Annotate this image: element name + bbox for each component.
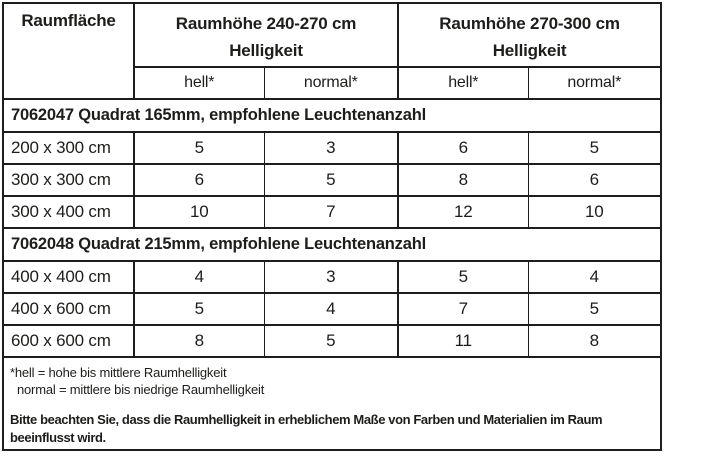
- group1-subtitle: Helligkeit: [229, 41, 303, 60]
- subheader-hell-group2: hell*: [398, 67, 528, 99]
- column-group-raumhoehe-270-300: [398, 3, 661, 67]
- footnote-cell: [3, 357, 661, 450]
- subheader-normal-group2: normal*: [528, 67, 661, 99]
- value-cell: 4: [528, 261, 661, 293]
- table-row: [3, 293, 661, 325]
- value-cell: 5: [398, 261, 528, 293]
- footnote-row: [3, 357, 661, 450]
- value-cell: 6: [398, 132, 528, 164]
- value-cell: 5: [134, 132, 264, 164]
- table-row: [3, 261, 661, 293]
- subheader-normal-group1: normal*: [264, 67, 398, 99]
- section-title: 7062048 Quadrat 215mm, empfohlene Leuchtenanzahl: [3, 228, 661, 261]
- table-row: [3, 325, 661, 357]
- table-row: [3, 196, 661, 228]
- value-cell: 6: [134, 164, 264, 196]
- row-area-label: 300 x 400 cm: [3, 196, 134, 228]
- value-cell: 6: [528, 164, 661, 196]
- footnote-normal-definition: normal = mittlere bis niedrige Raumhelligkeit: [17, 382, 265, 397]
- value-cell: 5: [264, 164, 398, 196]
- value-cell: 10: [528, 196, 661, 228]
- value-cell: 11: [398, 325, 528, 357]
- header-row-groups: [3, 3, 661, 67]
- value-cell: 8: [398, 164, 528, 196]
- value-cell: 8: [528, 325, 661, 357]
- group2-subtitle: Helligkeit: [492, 41, 567, 60]
- group1-title: Raumhöhe 240-270 cm: [175, 14, 357, 33]
- row-area-label: 200 x 300 cm: [3, 132, 134, 164]
- value-cell: 12: [398, 196, 528, 228]
- value-cell: 7: [398, 293, 528, 325]
- table-row: [3, 164, 661, 196]
- value-cell: 5: [528, 132, 661, 164]
- luminaire-recommendation-table: [2, 2, 662, 451]
- table-row: [3, 132, 661, 164]
- value-cell: 4: [134, 261, 264, 293]
- section-title: 7062047 Quadrat 165mm, empfohlene Leuchtenanzahl: [3, 99, 661, 132]
- column-group-raumhoehe-240-270: [134, 3, 398, 67]
- subheader-hell-group1: hell*: [134, 67, 264, 99]
- group2-title: Raumhöhe 270-300 cm: [439, 14, 620, 33]
- footnote-hell-definition: *hell = hohe bis mittlere Raumhelligkeit: [10, 365, 227, 380]
- value-cell: 10: [134, 196, 264, 228]
- footnote-brightness-note: Bitte beachten Sie, dass die Raumhelligkeit in erheblichem Maße von Farben und Materialien im Raum beeinflusst wird.: [10, 412, 603, 445]
- row-area-label: 300 x 300 cm: [3, 164, 134, 196]
- value-cell: 4: [264, 293, 398, 325]
- section-header-7062048: [3, 228, 661, 261]
- value-cell: 3: [264, 132, 398, 164]
- row-area-label: 400 x 600 cm: [3, 293, 134, 325]
- value-cell: 5: [264, 325, 398, 357]
- row-area-label: 400 x 400 cm: [3, 261, 134, 293]
- value-cell: 8: [134, 325, 264, 357]
- value-cell: 3: [264, 261, 398, 293]
- row-area-label: 600 x 600 cm: [3, 325, 134, 357]
- value-cell: 7: [264, 196, 398, 228]
- value-cell: 5: [528, 293, 661, 325]
- value-cell: 5: [134, 293, 264, 325]
- column-header-raumflaeche: Raumfläche: [3, 3, 134, 99]
- section-header-7062047: [3, 99, 661, 132]
